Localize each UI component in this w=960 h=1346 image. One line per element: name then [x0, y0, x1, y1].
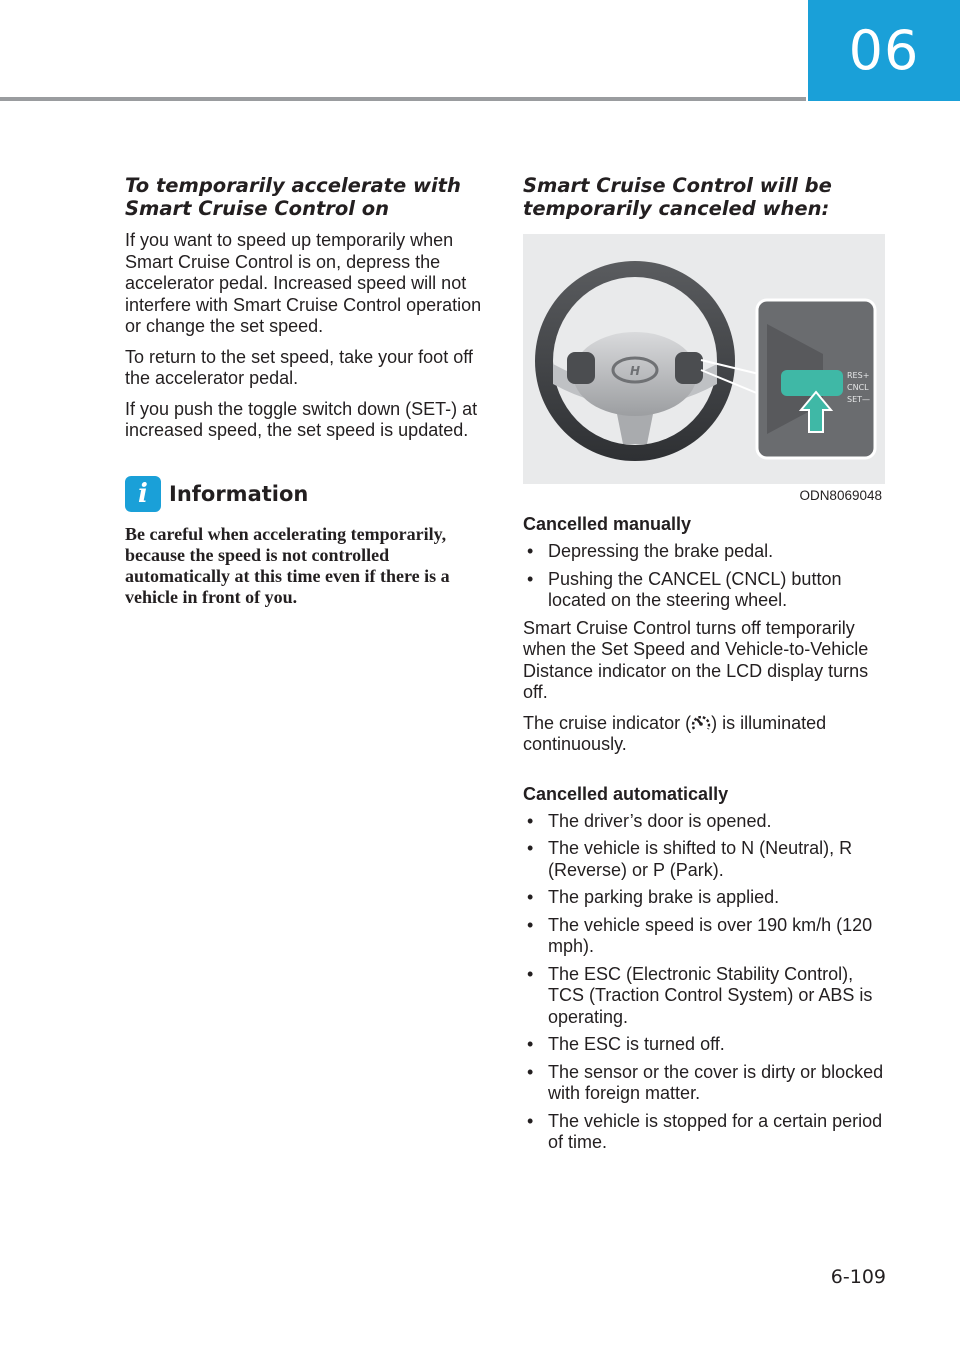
svg-text:H: H [629, 364, 641, 378]
svg-text:RES+: RES+ [847, 371, 870, 380]
page-number: 6-109 [830, 1266, 886, 1288]
information-box-header [125, 476, 490, 512]
information-title: Information [169, 481, 309, 506]
paragraph-cruise-indicator [523, 713, 888, 756]
text-span: ) is illuminated continuously. [523, 712, 827, 754]
left-column [125, 174, 490, 608]
information-icon: i [125, 476, 161, 512]
subheading-automatic: Cancelled automatically [523, 783, 729, 804]
list-item: • Depressing the brake pedal. [523, 541, 888, 563]
paragraph: If you push the toggle switch down (SET-) at increased speed, the set speed is updated. [125, 398, 478, 440]
list-item: • The vehicle is shifted to N (Neutral), R (Reverse) or P (Park). [523, 838, 888, 881]
svg-text:SET—: SET— [847, 395, 871, 404]
list-item: • The driver’s door is opened. [523, 811, 888, 833]
list-item: • The ESC is turned off. [523, 1034, 888, 1056]
list-item: • The vehicle speed is over 190 km/h (120 mph). [523, 915, 888, 958]
chapter-tab: 06 [808, 0, 960, 101]
automatic-cancel-list [523, 811, 888, 1154]
list-item: • The parking brake is applied. [523, 887, 888, 909]
section-heading: To temporarily accelerate with Smart Cruise Control on [125, 174, 461, 220]
information-body: Be careful when accelerating temporarily, because the speed is not controlled automatically at this time even if there is a vehicle in front of you. [125, 523, 450, 607]
paragraph: To return to the set speed, take your foot off the accelerator pedal. [125, 346, 473, 388]
list-item: • The vehicle is stopped for a certain period of time. [523, 1111, 888, 1154]
paragraph: Smart Cruise Control turns off temporarily when the Set Speed and Vehicle-to-Vehicle Distance indicator on the LCD display turns off. [523, 617, 869, 702]
text-span: The cruise indicator ( [523, 712, 692, 733]
cruise-indicator-icon [691, 714, 711, 732]
list-item: • The sensor or the cover is dirty or blocked with foreign matter. [523, 1062, 888, 1105]
paragraph: If you want to speed up temporarily when Smart Cruise Control is on, depress the accelerator pedal. Increased speed will not interfere with Smart Cruise Control operation or change the set speed. [125, 230, 482, 336]
steering-wheel-illustration [523, 234, 885, 484]
header-rule [0, 97, 806, 101]
list-item: • The ESC (Electronic Stability Control), TCS (Traction Control System) or ABS is operating. [523, 964, 888, 1029]
manual-cancel-list [523, 541, 888, 612]
svg-text:CNCL: CNCL [847, 383, 869, 392]
list-item: • Pushing the CANCEL (CNCL) button located on the steering wheel. [523, 569, 888, 612]
steering-wheel-drawing [523, 234, 885, 484]
subheading-manual: Cancelled manually [523, 514, 692, 534]
section-heading: Smart Cruise Control will be temporarily canceled when: [523, 174, 832, 220]
right-column [523, 174, 888, 1160]
figure-code: ODN8069048 [799, 488, 882, 503]
